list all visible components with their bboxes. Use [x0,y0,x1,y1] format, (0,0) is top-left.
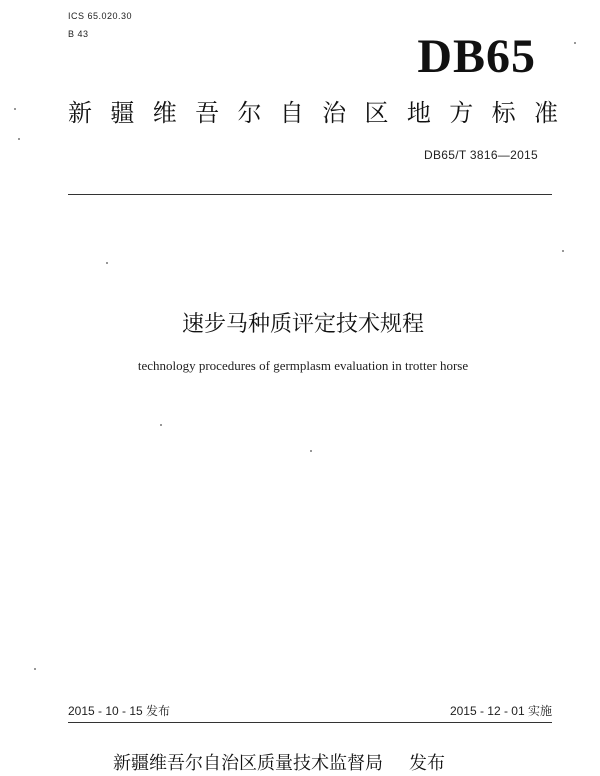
ics-code: ICS 65.020.30 [68,11,133,21]
category-char: 吾 [195,99,220,127]
scan-speck [14,108,16,110]
scan-speck [18,138,20,140]
standard-number: DB65/T 3816—2015 [424,148,538,162]
category-char: 准 [533,99,558,127]
issue-date: 2015 - 10 - 15 发布 [68,704,171,718]
category-char: 新 [68,99,92,127]
category-char: 区 [364,99,389,127]
scan-speck [562,250,564,252]
standard-code-large: DB65 [417,30,536,83]
document-title-chinese: 速步马种质评定技术规程 [181,312,424,337]
category-char: 地 [406,99,431,127]
footer-divider [68,722,552,723]
document-title-english: technology procedures of germplasm evaluation in trotter horse [137,358,469,373]
category-char: 疆 [110,99,135,127]
scan-speck [574,42,576,44]
category-char: 治 [322,99,347,127]
scan-speck [34,668,36,670]
category-char: 自 [279,99,304,127]
ccs-code: B 43 [68,29,89,39]
category-char: 尔 [237,99,262,127]
header-divider [68,194,552,195]
standard-category [68,98,558,128]
publisher-line [113,752,445,776]
scan-speck [106,262,108,264]
publisher-name: 新疆维吾尔自治区质量技术监督局 [113,753,383,774]
category-char: 维 [152,99,177,127]
implementation-date: 2015 - 12 - 01 实施 [449,704,552,718]
category-char: 方 [449,99,474,127]
publish-action: 发布 [409,753,445,774]
category-char: 标 [491,99,516,127]
scan-speck [160,424,162,426]
scan-speck [310,450,312,452]
